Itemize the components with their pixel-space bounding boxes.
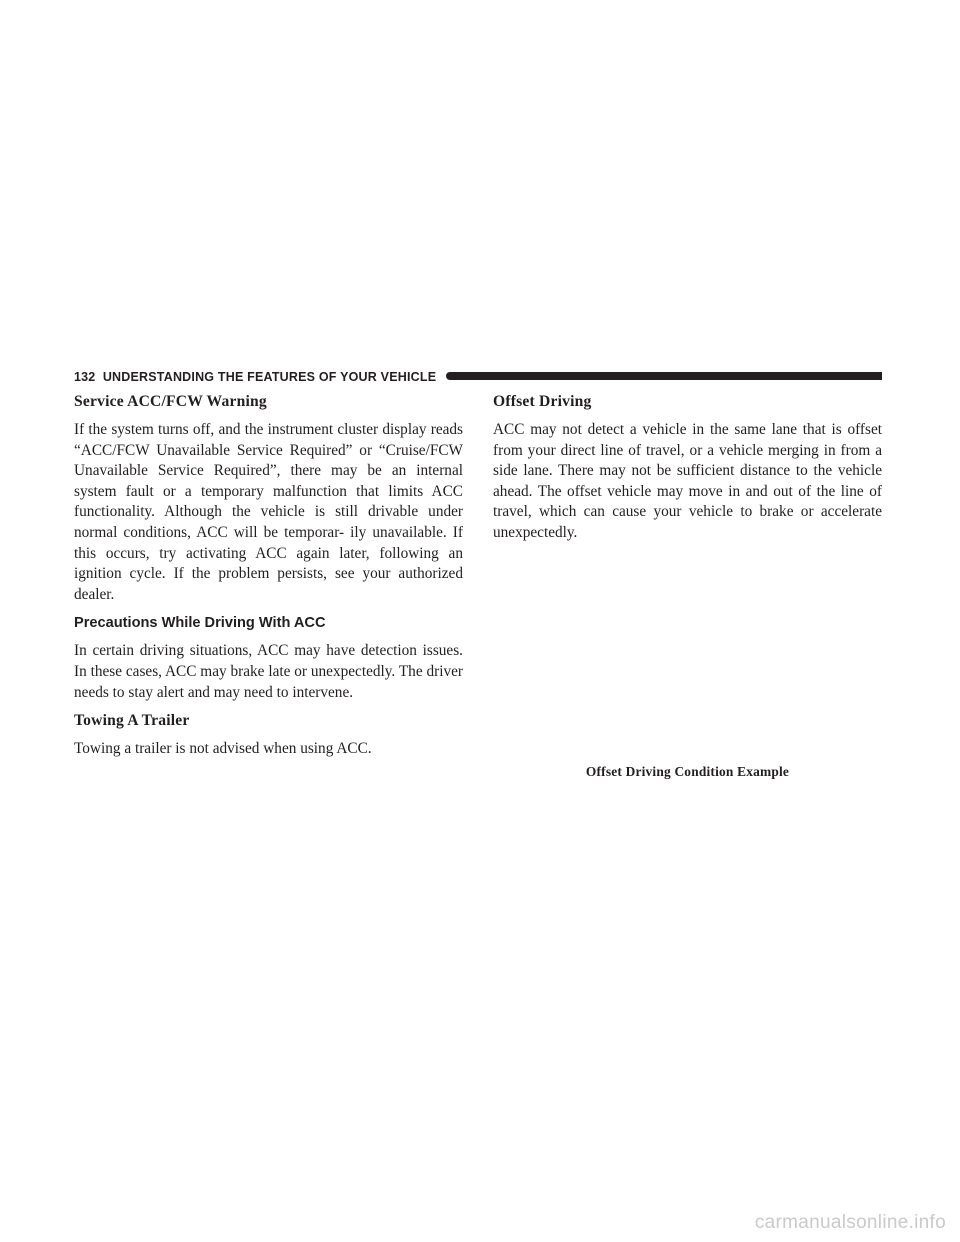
precautions-heading: Precautions While Driving With ACC (74, 615, 326, 632)
left-column (74, 392, 463, 768)
service-warning-paragraph: If the system turns off, and the instrument cluster display reads “ACC/FCW Unavailable Service Required” or “Cruise/FCW Unavailable Service Required”, there may be an internal system fault or a temporary malfunction that limits ACC functionality. Although the vehicle is still drivable under normal conditions, ACC will be temporar- ily unavailable. If this occurs, try activating ACC again later, following an ignition cycle. If the problem persists, see your authorized dealer. (74, 421, 463, 603)
towing-paragraph: Towing a trailer is not advised when using ACC. (74, 740, 372, 758)
watermark-text: carmanualsonline.info (754, 1212, 946, 1233)
page-header (74, 369, 882, 385)
section-title: UNDERSTANDING THE FEATURES OF YOUR VEHICLE (102, 370, 437, 384)
offset-driving-paragraph: ACC may not detect a vehicle in the same lane that is offset from your direct line of travel, or a vehicle merging in from a side lane. There may not be sufficient distance to the vehicle ahead. The offset vehicle may move in and out of the line of travel, which can cause your vehicle to brake or accelerate unexpectedly. (493, 421, 882, 541)
right-column (493, 392, 882, 552)
page-header-text (74, 369, 436, 385)
page-number: 132 (74, 370, 96, 384)
service-warning-heading: Service ACC/FCW Warning (74, 393, 267, 410)
towing-heading: Towing A Trailer (74, 712, 190, 730)
header-rule-bar (446, 372, 882, 380)
figure-caption: Offset Driving Condition Example (585, 764, 790, 779)
precautions-paragraph: In certain driving situations, ACC may have detection issues. In these cases, ACC may brake late or unexpectedly. The driver needs to stay alert and may need to intervene. (74, 642, 463, 701)
offset-driving-heading: Offset Driving (493, 393, 592, 410)
